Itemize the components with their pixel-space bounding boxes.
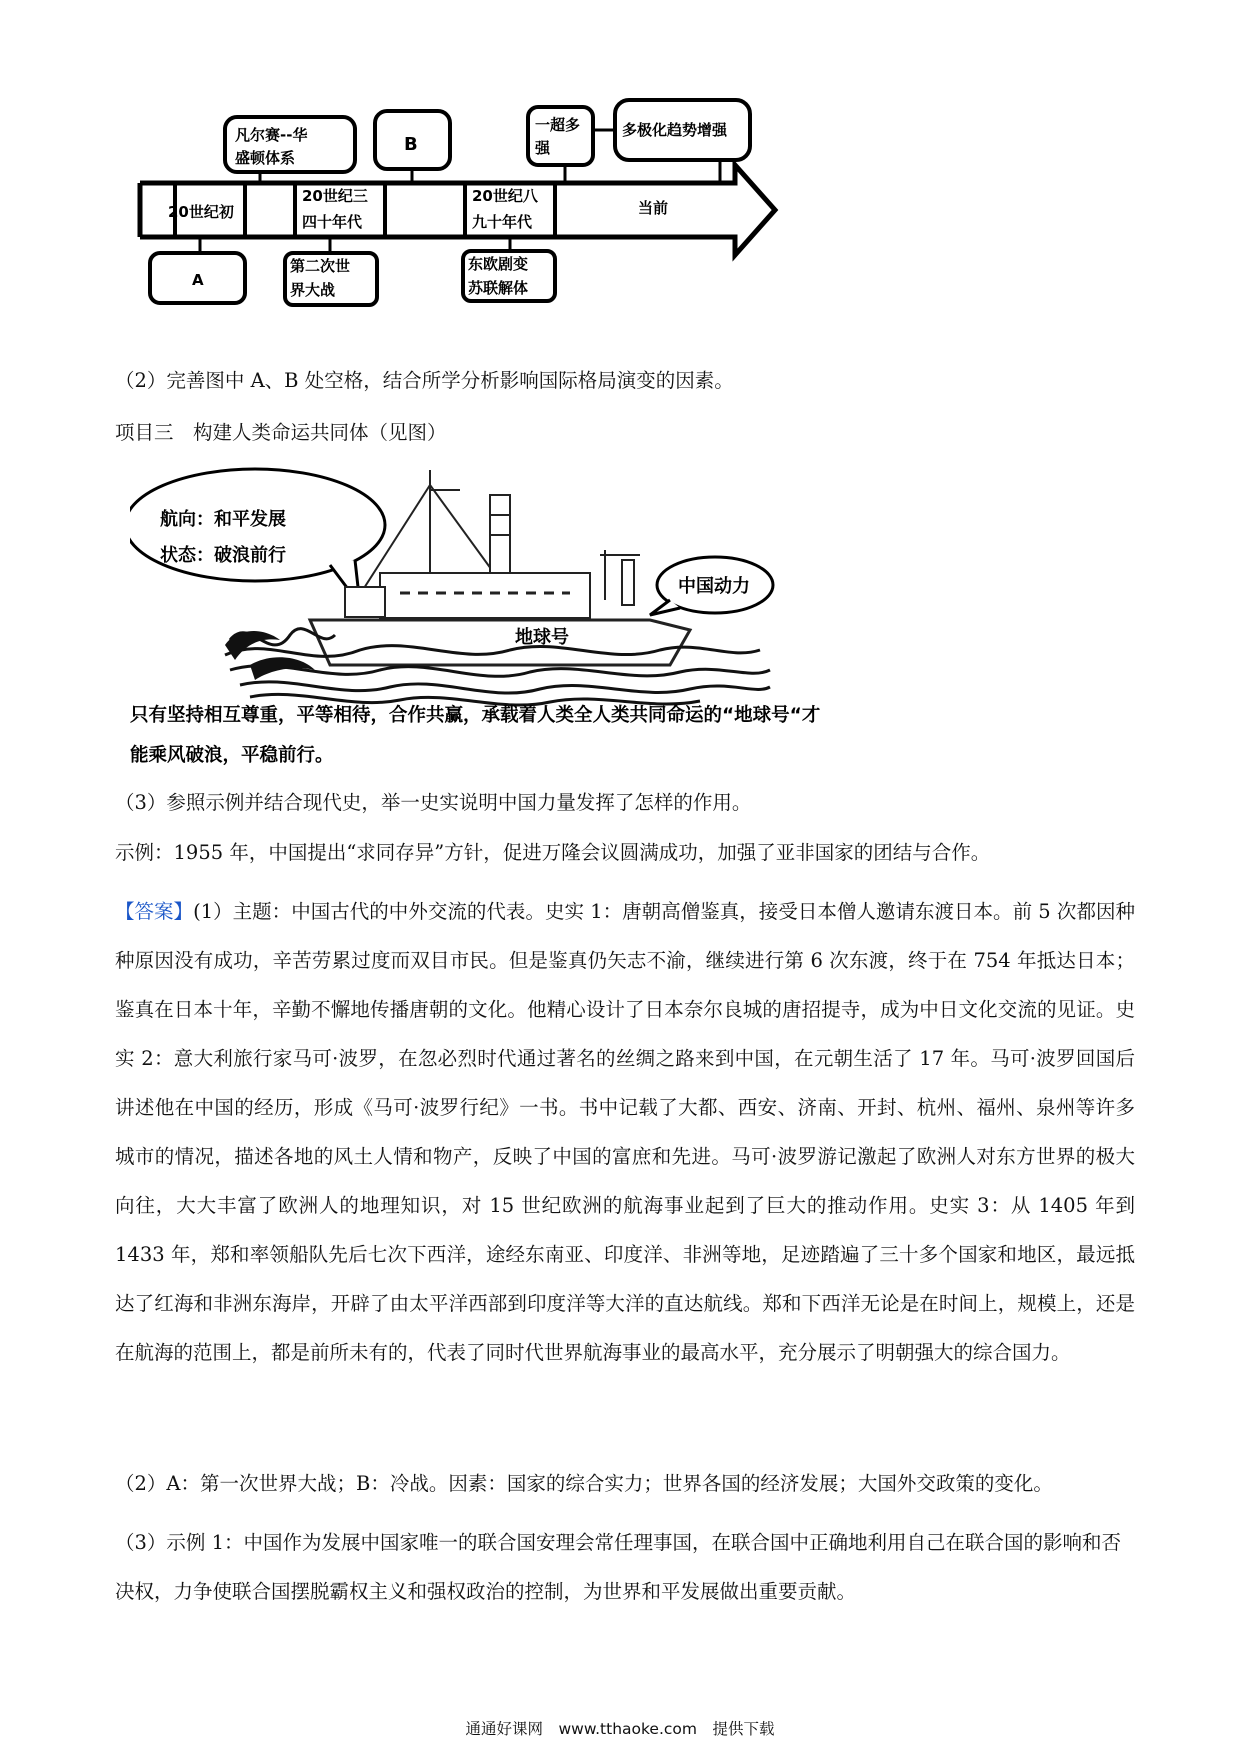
timeline-segment-2-line1: 20世纪三 xyxy=(302,187,368,205)
timeline-top-box-4: 多极化趋势增强 xyxy=(622,121,728,139)
ship-bubble-status-line: 状态：破浪前行 xyxy=(160,545,286,566)
timeline-segment-2-line2: 四十年代 xyxy=(302,213,363,231)
timeline-bottom-box-2-line2: 界大战 xyxy=(290,281,336,299)
answer-tag: 【答案】 xyxy=(115,900,194,923)
example-text: 示例：1955 年，中国提出“求同存异”方针，促进万隆会议圆满成功，加强了亚非国家的团结与合作。 xyxy=(115,841,991,864)
timeline-top-box-3-line2: 强 xyxy=(535,139,551,157)
timeline-bottom-box-3-line2: 苏联解体 xyxy=(468,279,529,297)
ship-hull-label: 地球号 xyxy=(515,627,569,648)
timeline-segment-1: 20世纪初 xyxy=(168,203,234,221)
question-3: （3）参照示例并结合现代史，举一史实说明中国力量发挥了怎样的作用。 xyxy=(115,791,752,814)
ship-caption-line-2: 能乘风破浪，平稳前行。 xyxy=(130,745,334,766)
timeline-bottom-box-2-line1: 第二次世 xyxy=(290,257,351,275)
ship-bubble-heading-line: 航向：和平发展 xyxy=(160,509,286,530)
timeline-segment-4: 当前 xyxy=(638,199,669,217)
timeline-top-box-1-line1: 凡尔赛--华 xyxy=(235,126,308,144)
page-footer: 通通好课网 www.tthaoke.com 提供下载 xyxy=(465,1720,775,1738)
timeline-segment-3-line1: 20世纪八 xyxy=(472,187,538,205)
ship-caption xyxy=(130,696,930,776)
timeline-bottom-box-3-line1: 东欧剧变 xyxy=(468,255,529,273)
ship-china-power-bubble: 中国动力 xyxy=(678,576,750,597)
timeline-box-a-label: A xyxy=(192,271,204,289)
timeline-top-box-3-line1: 一超多 xyxy=(535,116,581,134)
answer-3: （3）示例 1：中国作为发展中国家唯一的联合国安理会常任理事国，在联合国中正确地利用自己在联合国的影响和否决权，力争使联合国摆脱霸权主义和强权政治的控制，为世界和平发展做出重要贡献。 xyxy=(115,1531,1122,1603)
project-3-heading: 项目三 构建人类命运共同体（见图） xyxy=(115,421,447,444)
timeline-segment-3-line2: 九十年代 xyxy=(472,213,533,231)
answer-2: （2）A：第一次世界大战；B：冷战。因素：国家的综合实力；世界各国的经济发展；大国外交政策的变化。 xyxy=(115,1472,1053,1495)
question-2: （2）完善图中 A、B 处空格，结合所学分析影响国际格局演变的因素。 xyxy=(115,369,734,392)
ship-caption-line-1: 只有坚持相互尊重，平等相待，合作共赢，承载着人类全人类共同命运的“地球号“才 xyxy=(130,705,821,726)
timeline-box-b-label: B xyxy=(404,134,418,155)
answer-1-text: (1）主题：中国古代的中外交流的代表。史实 1：唐朝高僧鉴真，接受日本僧人邀请东渡日本。前 5 次都因种种原因没有成功，辛苦劳累过度而双目市民。但是鉴真仍矢志不渝，继续进行第 6 次东渡，终于在 754 年抵达日本；鉴真在日本十年，辛勤不懈地传播唐朝的文化。他精心设计了日本奈尔良城的唐招提寺，成为中日文化交流的见证。史实 2：意大利旅行家马可·波罗，在忽必烈时代通过著名的丝绸之路来到中国，在元朝生活了 17 年。马可·波罗回国后讲述他在中国的经历，形成《马可·波罗行纪》一书。书中记载了大都、西安、济南、开封、杭州、福州、泉州等许多城市的情况，描述各地的风土人情和物产，反映了中国的富庶和先进。马可·波罗游记激起了欧洲人对东方世界的极大向往，大大丰富了欧洲人的地理知识，对 15 世纪欧洲的航海事业起到了巨大的推动作用。史实 3：从 1405 年到 1433 年，郑和率领船队先后七次下西洋，途经东南亚、印度洋、非洲等地，足迹踏遍了三十多个国家和地区，最远抵达了红海和非洲东海岸，开辟了由太平洋西部到印度洋等大洋的直达航线。郑和下西洋无论是在时间上，规模上，还是在航海的范围上，都是前所未有的，代表了同时代世界航海事业的最高水平，充分展示了明朝强大的综合国力。 xyxy=(115,900,1135,1364)
timeline-top-box-1-line2: 盛顿体系 xyxy=(235,149,296,167)
answer-1 xyxy=(115,887,1135,1377)
timeline-diagram xyxy=(130,95,880,345)
